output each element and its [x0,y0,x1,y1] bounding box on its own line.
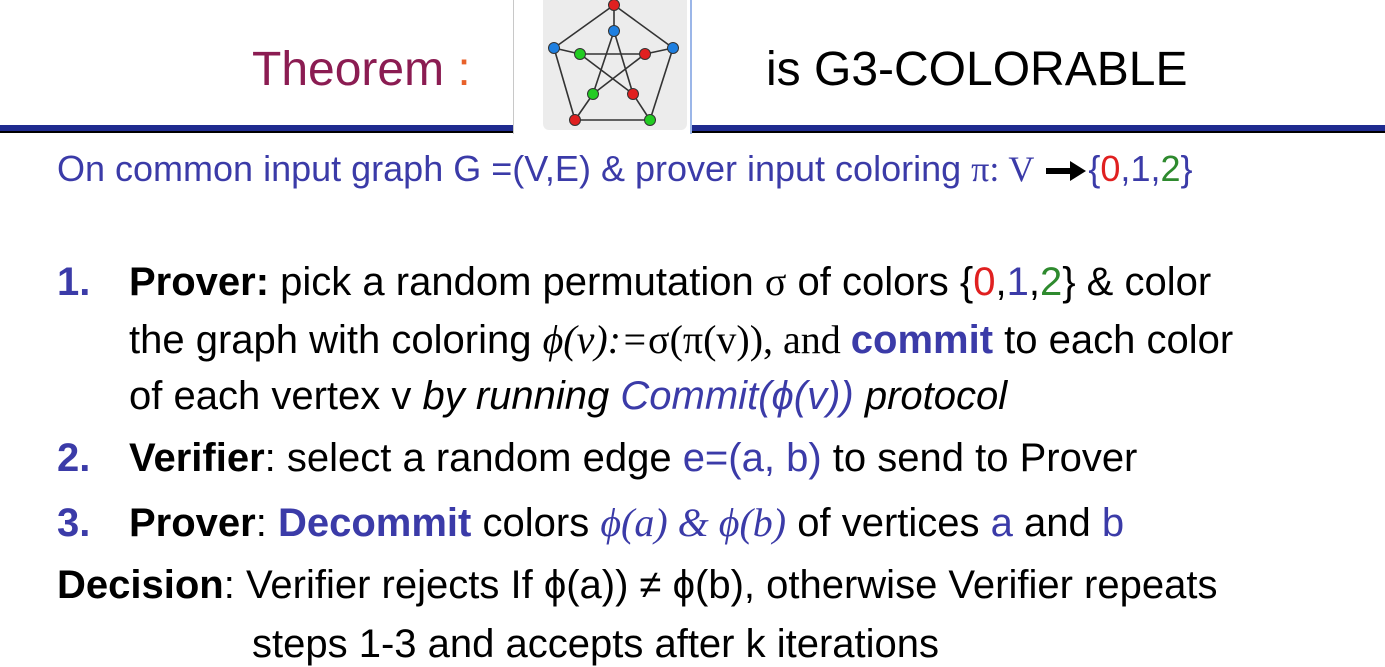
sigma-symbol: σ [764,259,787,304]
edge-label: e=(a, b) [682,436,822,480]
step-text: of each vertex v [129,374,423,418]
step-1-line-1 [57,258,1211,305]
phi-values: ϕ(a) & ϕ(b) [600,500,787,545]
step-number: 2. [57,436,91,480]
common-input-line [57,148,1193,190]
color-1: 1 [1006,260,1029,304]
header-rule-black [0,131,1385,133]
graph-vertex [645,115,656,126]
step-3 [57,499,1124,546]
vertex-b: b [1101,501,1125,545]
step-actor: Verifier [129,436,265,480]
step-2 [57,436,1137,481]
step-text: colors [471,501,601,545]
color-0: 0 [1100,148,1121,189]
step-1-line-2 [129,316,1233,363]
graph-vertex [549,43,560,54]
comma: , [1120,148,1131,189]
step-1-line-3 [129,374,1007,419]
comma: , [995,260,1007,304]
step-text: of vertices [786,501,991,545]
graph-image-frame [513,0,692,134]
input-prefix: On common input graph G =(V,E) & prover input coloring [57,148,962,189]
decision-label: Decision [57,563,224,607]
step-text: to each color [993,318,1234,362]
step-number: 1. [57,260,91,304]
graph-vertex [588,89,599,100]
color-0: 0 [973,260,996,304]
step-text: : select a random edge [264,436,683,480]
graph-vertex [609,26,620,37]
commit-call: Commit(ϕ(v)) [620,374,854,418]
step-text: : [255,501,278,545]
brace-open: { [1088,148,1101,189]
comma: , [1150,148,1161,189]
sigma-pi: σ(π(v)), and [648,317,851,362]
step-actor: Prover [129,501,256,545]
right-arrow-icon [1044,159,1088,183]
step-text: the graph with coloring [129,318,543,362]
step-text: pick a random permutation [269,260,765,304]
theorem-title [252,42,471,97]
decommit-keyword: Decommit [277,501,472,545]
commit-keyword: commit [850,318,994,362]
step-number: 3. [57,501,91,545]
graph-vertex [668,43,679,54]
step-text: by running [422,374,621,418]
step-text: and [1012,501,1102,545]
theorem-colon: : [457,43,471,96]
decision-line-1 [57,563,1217,608]
graph-vertex [575,49,586,60]
brace-close: } [1180,148,1193,189]
step-text: } & color [1062,260,1212,304]
comma: , [1028,260,1040,304]
decision-line-2: steps 1-3 and accepts after k iterations [252,622,940,666]
step-actor: Prover: [129,260,270,304]
decision-text: : Verifier rejects If ϕ(a)) ≠ ϕ(b), otherwise Verifier repeats [223,563,1218,607]
phi-definition: ϕ(v):= [542,317,648,362]
vertex-a: a [990,501,1013,545]
graph-vertex [609,0,620,11]
step-text: to send to Prover [821,436,1138,480]
petersen-graph-icon [514,0,690,134]
graph-vertex [640,49,651,60]
theorem-claim: is G3-COLORABLE [766,43,1188,96]
graph-vertex [570,115,581,126]
color-1: 1 [1130,148,1151,189]
color-2: 2 [1160,148,1181,189]
theorem-label: Theorem [252,43,445,96]
pi-map: π: V [971,149,1035,189]
step-text: protocol [853,374,1008,418]
step-text: of colors { [786,260,974,304]
color-2: 2 [1039,260,1063,304]
graph-vertex [628,89,639,100]
